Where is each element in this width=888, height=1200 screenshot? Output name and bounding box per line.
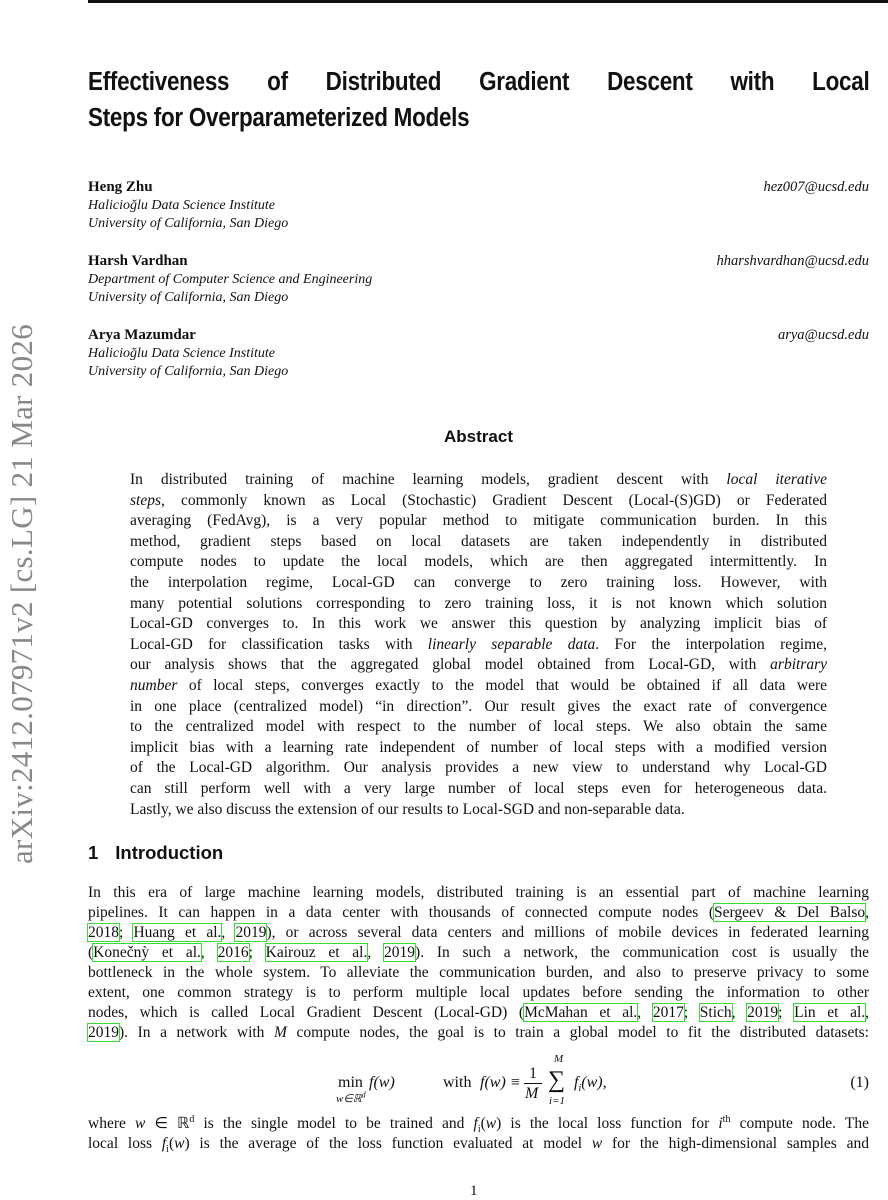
citation-link[interactable]: Stich — [699, 1004, 732, 1021]
author-email[interactable]: hharshvardhan@ucsd.edu — [716, 253, 869, 269]
citation-link[interactable]: Kairouz et al. — [265, 944, 368, 961]
text-line — [130, 470, 827, 491]
text-run: in one place (centralized model) “in direction”. Our result gives the exact rate of convergence — [130, 697, 827, 715]
text-run: of the Local-GD algorithm. Our analysis provides a new view to understand why Local-GD — [130, 759, 827, 777]
eq-rhs — [574, 1074, 607, 1095]
text-line — [130, 573, 827, 594]
eq-min-sub-text: w∈ℝ — [336, 1093, 362, 1105]
text-run: ; — [248, 944, 266, 961]
author-affiliation: Halicioğlu Data Science Institute — [88, 345, 276, 361]
eq-sum-bottom: i=1 — [549, 1095, 565, 1107]
eq-rhs-f: f — [574, 1074, 579, 1091]
text-line — [130, 655, 827, 676]
text-run: , — [731, 1004, 748, 1021]
text-run: In this era of large machine learning models, distributed training is an essential part of machine learning — [88, 884, 869, 901]
eq-rhs-sub: i — [578, 1083, 582, 1095]
section-heading — [88, 842, 223, 864]
text-run: ). In a network with — [119, 1024, 274, 1041]
text-run: ; — [119, 924, 134, 941]
text-line — [88, 943, 869, 963]
math-text: i — [166, 1144, 169, 1156]
citation-link[interactable]: 2019 — [88, 1024, 119, 1041]
author-block — [88, 178, 869, 234]
text-line — [88, 1114, 869, 1134]
text-line — [130, 635, 827, 656]
text-run: to the centralized model with respect to the number of local steps. We also obtain the same — [130, 718, 827, 736]
text-line — [88, 1134, 869, 1154]
paper-title — [88, 64, 869, 136]
math-text: d — [189, 1113, 195, 1125]
eq-def: f(w) ≡ — [480, 1074, 521, 1091]
math-text: w — [591, 1135, 603, 1152]
text-line — [130, 758, 827, 779]
text-run: compute nodes, the goal is to train a global model to fit the distributed datasets: — [286, 1024, 869, 1041]
text-run: the interpolation regime, Local-GD can converge to zero training loss. However, with — [130, 573, 827, 591]
text-run: ) is the local loss function for — [496, 1115, 719, 1132]
text-line — [130, 511, 827, 532]
math-text: arbitrary — [770, 656, 827, 674]
text-line — [130, 676, 827, 697]
eq-rhs-tail: (w), — [581, 1074, 607, 1091]
math-text: w — [134, 1115, 146, 1132]
citation-link[interactable]: McMahan et al. — [524, 1004, 638, 1021]
citation-link[interactable]: Sergeev & Del Balso — [714, 904, 866, 921]
text-run: compute nodes to update the local models, which are then aggregated intermittently. In — [130, 553, 827, 571]
math-text: i — [477, 1124, 481, 1136]
citation-link[interactable]: 2017 — [652, 1004, 684, 1021]
author-affiliation: University of California, San Diego — [88, 290, 289, 305]
text-line — [88, 883, 869, 903]
text-run: method, gradient steps based on local datasets are taken independently in distributed — [130, 532, 827, 550]
text-run: ( — [480, 1115, 486, 1132]
text-line — [88, 923, 869, 943]
top-rule — [88, 0, 888, 3]
text-run: is the single model to be trained and — [194, 1115, 474, 1132]
text-run: , — [221, 924, 236, 941]
title-line: Steps for Overparameterized Models — [88, 104, 470, 132]
text-line — [88, 903, 869, 923]
math-text: local iterative — [726, 471, 827, 488]
citation-link[interactable]: Lin et al. — [794, 1004, 866, 1021]
math-text: f — [161, 1135, 167, 1152]
math-text: M — [274, 1024, 287, 1041]
text-line — [130, 594, 827, 615]
math-text: i — [718, 1115, 723, 1132]
citation-link[interactable]: 2018 — [88, 924, 119, 941]
text-line — [130, 532, 827, 553]
author-affiliation: University of California, San Diego — [88, 364, 289, 379]
text-run: our analysis shows that the aggregated global model obtained from Local-GD, with — [130, 656, 771, 674]
eq-frac-den: M — [525, 1085, 539, 1102]
section-number: 1 — [88, 842, 99, 863]
eq-frac-bar — [524, 1083, 542, 1084]
eq-min: min — [338, 1074, 363, 1091]
author-affiliation: Halicioğlu Data Science Institute — [88, 197, 276, 213]
author-affiliation: University of California, San Diego — [88, 216, 289, 231]
citation-link[interactable]: 2019 — [235, 924, 267, 941]
citation-link[interactable]: 2016 — [217, 944, 249, 961]
title-line: Effectiveness of Distributed Gradient Descent with Local — [88, 68, 870, 96]
math-text: th — [722, 1113, 731, 1125]
math-text: number — [130, 676, 178, 694]
text-run: Lastly, we also discuss the extension of our results to Local-SGD and non-separable data. — [130, 800, 685, 818]
math-text: w — [174, 1135, 185, 1152]
eq-sum-top: M — [554, 1053, 564, 1065]
text-line — [130, 491, 827, 512]
section-title: Introduction — [115, 842, 224, 863]
text-line — [88, 983, 869, 1003]
citation-link[interactable]: Huang et al. — [133, 924, 222, 941]
text-run: bottleneck in the whole system. To alleviate the communication burden, and also to preserve privacy to some — [88, 964, 869, 981]
text-run: , — [200, 944, 218, 961]
author-affiliation: Department of Computer Science and Engineering — [88, 271, 373, 287]
equation-number: (1) — [850, 1074, 869, 1091]
author-name: Arya Mazumdar — [88, 327, 196, 343]
text-run: ∈ ℝ — [145, 1115, 190, 1132]
text-run: for the high-dimensional samples and — [602, 1135, 870, 1152]
text-run: averaging (FedAvg), is a very popular method to mitigate communication burden. In this — [130, 512, 827, 530]
text-line — [88, 1023, 869, 1043]
text-run: ; — [778, 1004, 795, 1021]
page-number: 1 — [470, 1183, 478, 1199]
math-text: f — [473, 1115, 478, 1132]
citation-link[interactable]: Konečnỳ et al. — [93, 944, 201, 961]
abstract-heading: Abstract — [444, 427, 513, 446]
text-run: Local-GD for classification tasks with — [130, 635, 428, 653]
citation-link[interactable]: 2019 — [384, 944, 416, 961]
text-line — [88, 1003, 869, 1023]
text-run: . For the interpolation regime, — [595, 635, 827, 653]
citation-link[interactable]: 2019 — [747, 1004, 779, 1021]
math-text: w — [485, 1115, 497, 1132]
author-block — [88, 252, 869, 308]
author-block — [88, 326, 869, 382]
text-run: , — [865, 1004, 870, 1021]
eq-sum-symbol: ∑ — [548, 1067, 566, 1093]
author-name: Heng Zhu — [88, 179, 153, 195]
author-email[interactable]: arya@ucsd.edu — [777, 327, 869, 343]
text-line — [130, 717, 827, 738]
text-line — [130, 614, 827, 635]
text-run: ), or across several data centers and millions of mobile devices in federated learning — [266, 924, 869, 941]
text-run: In distributed training of machine learning models, gradient descent with — [130, 471, 727, 488]
text-line — [130, 697, 827, 718]
text-run: ; — [683, 1004, 700, 1021]
arxiv-identifier: arXiv:2412.07971v2 [cs.LG] 21 Mar 2026 — [4, 323, 39, 865]
text-run: local loss — [88, 1135, 162, 1152]
text-run: Local-GD converges to. In this work we answer this question by analyzing implicit bias of — [130, 615, 827, 633]
text-run: ) is the average of the loss function evaluated at model — [184, 1135, 592, 1152]
text-run: ). In such a network, the communication cost is usually the — [415, 944, 870, 961]
eq-lhs: f(w) — [369, 1074, 395, 1091]
text-run: compute node. The — [730, 1115, 869, 1132]
intro-paragraph-continued — [88, 1114, 869, 1154]
abstract-body — [130, 470, 827, 820]
eq-min-subscript — [336, 1090, 366, 1105]
text-run: , — [637, 1004, 653, 1021]
text-run: many potential solutions corresponding to zero training loss, it is not known which solution — [130, 594, 827, 612]
equation-1 — [88, 1053, 869, 1110]
text-run: of local steps, converges exactly to the model that would be obtained if all data were — [177, 676, 827, 694]
text-run: , — [865, 904, 869, 921]
text-run: , commonly known as Local (Stochastic) Gradient Descent (Local-(S)GD) or Federated — [161, 491, 827, 509]
eq-with: with — [443, 1074, 472, 1091]
eq-min-sub-sup: d — [361, 1090, 366, 1100]
text-run: extent, one common strategy is to perform multiple local updates before sending the information to other — [88, 984, 869, 1001]
text-run: nodes, which is called Local Gradient Descent (Local-GD) ( — [88, 1004, 525, 1021]
math-text: steps — [130, 491, 161, 509]
text-run: , — [367, 944, 385, 961]
text-run: pipelines. It can happen in a data center with thousands of connected compute nodes ( — [88, 904, 715, 921]
text-line — [88, 963, 869, 983]
text-run: ( — [168, 1135, 175, 1152]
text-run: can still perform well with a very large number of local steps even for heterogeneous data. — [130, 779, 827, 797]
text-line — [130, 800, 827, 821]
eq-frac-num: 1 — [529, 1065, 537, 1082]
intro-paragraph — [88, 883, 869, 1043]
text-run: ( — [88, 944, 94, 961]
text-line — [130, 738, 827, 759]
text-run: where — [88, 1115, 135, 1132]
text-line — [130, 779, 827, 800]
text-run: implicit bias with a learning rate independent of number of local steps with a modified version — [130, 738, 827, 756]
author-email[interactable]: hez007@ucsd.edu — [763, 179, 869, 195]
author-name: Harsh Vardhan — [88, 253, 188, 269]
text-line — [130, 552, 827, 573]
math-text: linearly separable data — [427, 635, 596, 653]
